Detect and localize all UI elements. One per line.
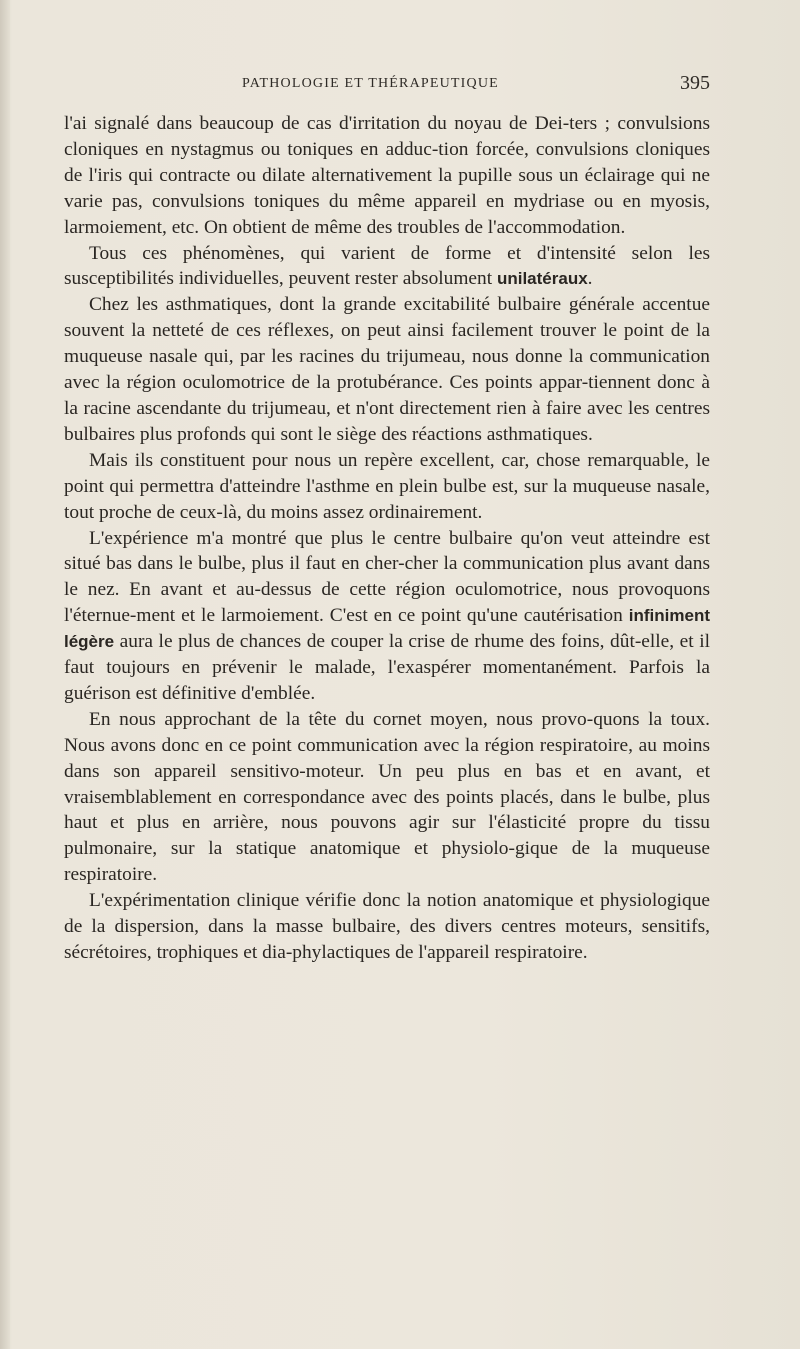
paragraph-text: aura le plus de chances de couper la crise de rhume des foins, dût-elle, et il faut toujours en prévenir le malade, l'exaspérer momentanément. Parfois la guérison est définitive d'emblée.: [64, 631, 710, 704]
paragraph: [64, 707, 710, 888]
paragraph: [64, 526, 710, 707]
paragraph-text: Chez les asthmatiques, dont la grande excitabilité bulbaire générale accentue souvent la netteté de ces réflexes, on peut ainsi facilement trouver le point de la muqueuse nasale qui, par les racines du trijumeau, nous donne la communication avec la région oculomotrice de la protubérance. Ces points appar-tiennent donc à la racine ascendante du trijumeau, et n'ont directement rien à faire avec les centres bulbaires plus profonds qui sont le siège des réactions asthmatiques.: [64, 294, 710, 445]
paragraph-text: En nous approchant de la tête du cornet moyen, nous provo-quons la toux. Nous avons donc en ce point communication avec la région respiratoire, au moins dans son appareil sensitivo-moteur. Un peu plus en bas et en avant, et vraisemblablement en correspondance avec des points placés, dans le bulbe, plus haut et plus en arrière, nous pouvons agir sur l'élasticité propre du tissu pulmonaire, sur la statique anatomique et physiolo-gique de la muqueuse respiratoire.: [64, 708, 710, 886]
bold-term: unilatéraux: [496, 269, 588, 289]
running-head: PATHOLOGIE ET THÉRAPEUTIQUE: [242, 76, 499, 91]
paragraph: [64, 888, 710, 966]
paragraph-text: Mais ils constituent pour nous un repère excellent, car, chose remarquable, le point qui permettra d'atteindre l'asthme en plein bulbe est, sur la muqueuse nasale, tout proche de ceux-là, du moins assez ordinairement.: [64, 449, 710, 523]
paragraph: [64, 241, 710, 293]
paragraph: [64, 292, 710, 447]
page-number: 395: [680, 72, 710, 94]
page-header: [64, 72, 710, 100]
body-text: [64, 111, 710, 966]
paragraph-text: .: [587, 268, 593, 290]
bold-term: infiniment légère: [64, 606, 710, 652]
paragraph-text: l'ai signalé dans beaucoup de cas d'irritation du noyau de Dei-ters ; convulsions cloniques en nystagmus ou toniques en adduc-tion forcée, convulsions cloniques de l'iris qui contracte ou dilate alternativement la pupille sous un éclairage qui ne varie pas, convulsions toniques du même appareil en mydriase ou en myosis, larmoiement, etc. On obtient de même des troubles de l'accommodation.: [64, 113, 710, 238]
paragraph-text: L'expérimentation clinique vérifie donc la notion anatomique et physiologique de la dispersion, dans la masse bulbaire, des divers centres moteurs, sensitifs, sécrétoires, trophiques et dia-phylactiques de l'appareil respiratoire.: [64, 890, 710, 963]
paragraph: [64, 111, 710, 241]
paragraph-text: L'expérience m'a montré que plus le centre bulbaire qu'on veut atteindre est situé bas dans le bulbe, plus il faut en cher-cher la communication plus avant dans le nez. En avant et au-dessus de cette région oculomotrice, nous provoquons l'éternue-ment et le larmoiement. C'est en ce point qu'une cautérisation: [64, 527, 710, 627]
paragraph: [64, 448, 710, 526]
paragraph-text: Tous ces phénomènes, qui varient de forme et d'intensité selon les susceptibilités individuelles, peuvent rester absolument: [64, 242, 710, 290]
page-edge-shadow: [0, 0, 10, 1349]
